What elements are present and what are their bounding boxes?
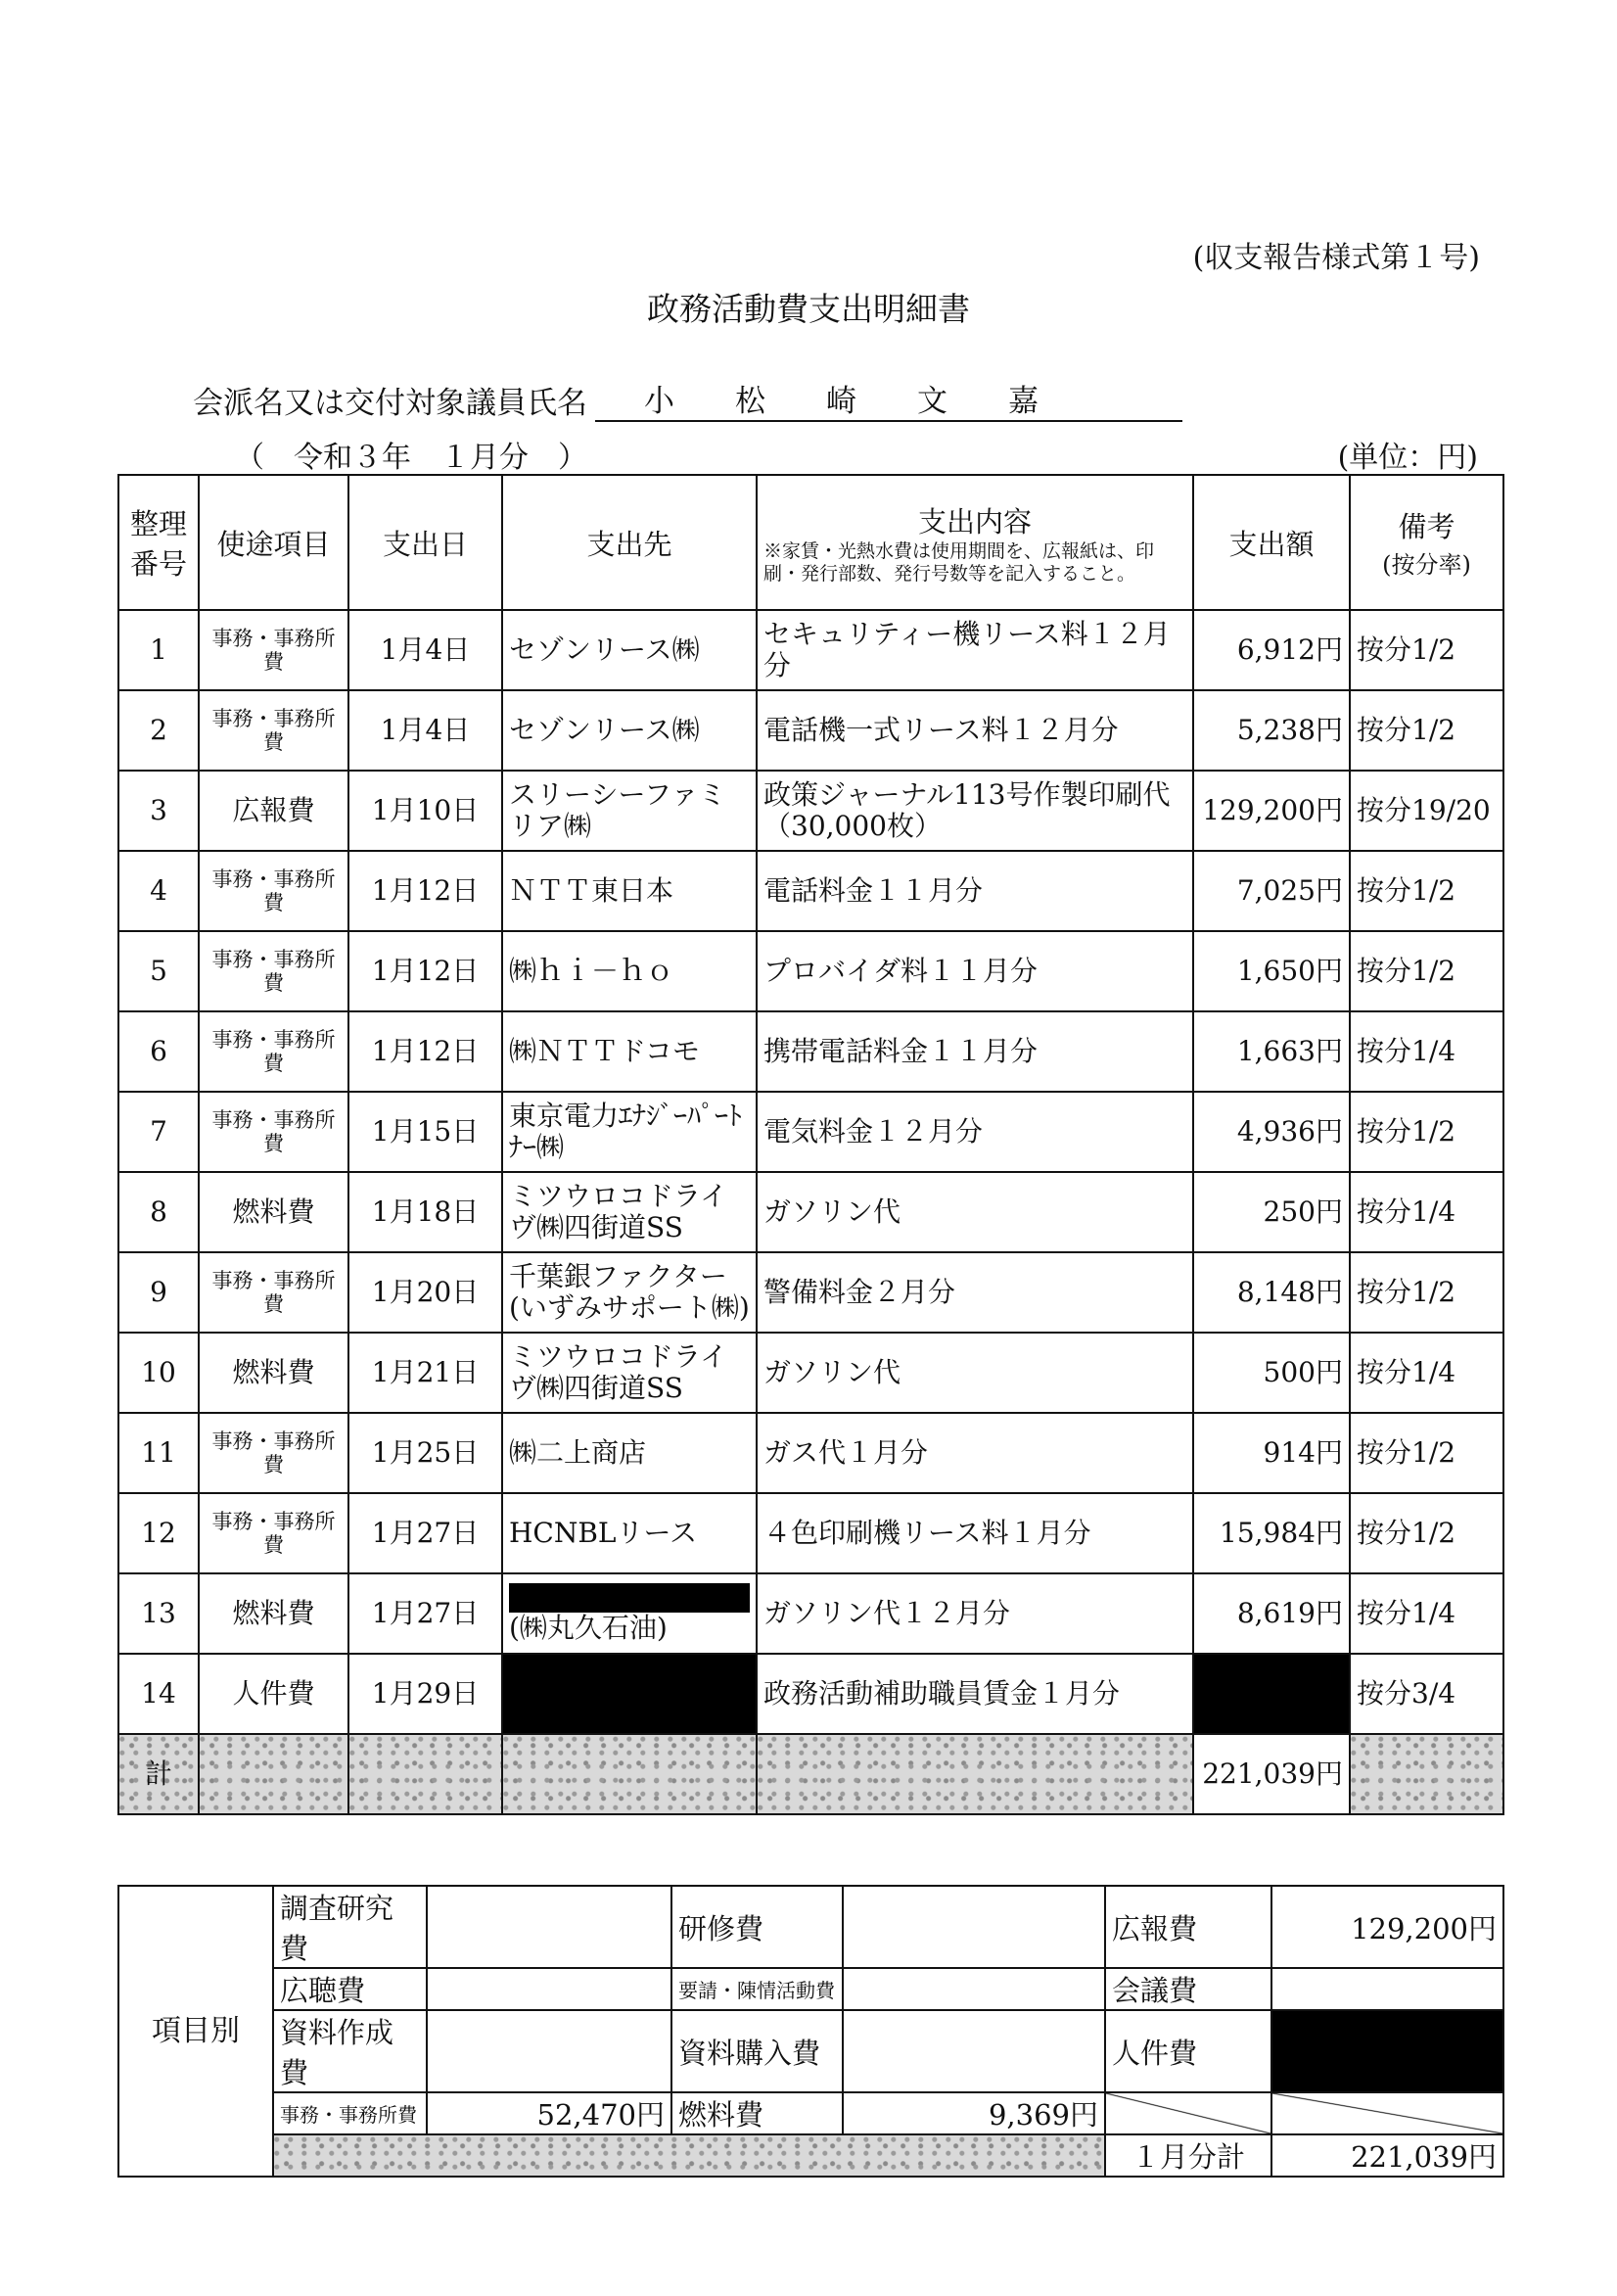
row-no: 11 — [118, 1413, 199, 1493]
row-content: 警備料金２月分 — [757, 1252, 1193, 1333]
row-category: 燃料費 — [199, 1573, 348, 1654]
table-row — [118, 1493, 1503, 1573]
row-content: ４色印刷機リース料１月分 — [757, 1493, 1193, 1573]
unit-label: (単位：円) — [1337, 441, 1478, 475]
total-amount: 221,039円 — [1193, 1734, 1350, 1814]
col-amount: 支出額 — [1193, 475, 1350, 610]
row-payee — [502, 1573, 757, 1654]
row-remarks: 按分1/2 — [1350, 610, 1503, 690]
row-category: 事務・事務所費 — [199, 1011, 348, 1092]
row-content: 携帯電話料金１１月分 — [757, 1011, 1193, 1092]
row-payee: スリーシーファミリア㈱ — [502, 771, 757, 851]
form-number: (収支報告様式第１号) — [1192, 241, 1480, 275]
col-content-note: ※家賃・光熱水費は使用期間を、広報紙は、印刷・発行部数、発行号数等を記入すること。 — [763, 539, 1155, 585]
row-content: セキュリティー機リース料１２月分 — [757, 610, 1193, 690]
row-amount: 5,238円 — [1193, 690, 1350, 771]
table-row — [118, 1011, 1503, 1092]
materials-prep-label: 資料作成費 — [273, 2010, 427, 2092]
table-row — [118, 1252, 1503, 1333]
month-total-label: １月分計 — [1105, 2134, 1271, 2177]
row-amount: 15,984円 — [1193, 1493, 1350, 1573]
materials-prep-value — [427, 2010, 671, 2092]
table-row — [118, 1654, 1503, 1734]
row-payee: セゾンリース㈱ — [502, 690, 757, 771]
row-category: 広報費 — [199, 771, 348, 851]
row-date: 1月12日 — [348, 1011, 502, 1092]
hearing-value — [427, 1968, 671, 2010]
row-amount: 129,200円 — [1193, 771, 1350, 851]
col-remarks-sub: (按分率) — [1382, 551, 1471, 579]
row-remarks: 按分1/2 — [1350, 690, 1503, 771]
col-category: 使途項目 — [199, 475, 348, 610]
office-label: 事務・事務所費 — [273, 2092, 427, 2134]
row-payee: HCNBLリース — [502, 1493, 757, 1573]
row-content: 政務活動補助職員賃金１月分 — [757, 1654, 1193, 1734]
diagonal-cell — [1105, 2092, 1271, 2134]
row-date: 1月20日 — [348, 1252, 502, 1333]
pr-amount: 129,200円 — [1271, 1886, 1503, 1968]
faction-label: 会派名又は交付対象議員氏名 — [193, 386, 587, 421]
row-remarks: 按分1/4 — [1350, 1172, 1503, 1252]
row-amount: 4,936円 — [1193, 1092, 1350, 1172]
row-amount: 500円 — [1193, 1333, 1350, 1413]
row-payee: ＮＴＴ東日本 — [502, 851, 757, 931]
period: （ 令和３年 １月分 ） — [235, 441, 587, 475]
table-header-row — [118, 475, 1503, 610]
row-amount: 914円 — [1193, 1413, 1350, 1493]
row-date: 1月18日 — [348, 1172, 502, 1252]
row-no: 14 — [118, 1654, 199, 1734]
row-content: 電気料金１２月分 — [757, 1092, 1193, 1172]
row-content: プロバイダ料１１月分 — [757, 931, 1193, 1011]
row-payee-text: (㈱丸久石油) — [509, 1611, 668, 1644]
row-no: 10 — [118, 1333, 199, 1413]
petition-value — [843, 1968, 1105, 2010]
row-payee: 東京電力ｴﾅｼﾞｰﾊﾟｰﾄﾅｰ㈱ — [502, 1092, 757, 1172]
row-date: 1月15日 — [348, 1092, 502, 1172]
row-date: 1月4日 — [348, 610, 502, 690]
row-content: ガソリン代 — [757, 1172, 1193, 1252]
redaction-block — [509, 1583, 750, 1613]
materials-purchase-label: 資料購入費 — [671, 2010, 843, 2092]
row-amount: 8,619円 — [1193, 1573, 1350, 1654]
row-date: 1月25日 — [348, 1413, 502, 1493]
row-category: 事務・事務所費 — [199, 1493, 348, 1573]
row-no: 5 — [118, 931, 199, 1011]
row-date: 1月10日 — [348, 771, 502, 851]
row-remarks: 按分19/20 — [1350, 771, 1503, 851]
row-amount: 1,663円 — [1193, 1011, 1350, 1092]
row-remarks: 按分1/4 — [1350, 1573, 1503, 1654]
training-label: 研修費 — [671, 1886, 843, 1968]
row-amount: 6,912円 — [1193, 610, 1350, 690]
row-amount: 1,650円 — [1193, 931, 1350, 1011]
row-no: 12 — [118, 1493, 199, 1573]
col-remarks-label: 備考 — [1398, 510, 1455, 543]
row-category: 事務・事務所費 — [199, 1252, 348, 1333]
row-payee: 千葉銀ファクター(いずみサポート㈱) — [502, 1252, 757, 1333]
row-remarks: 按分1/4 — [1350, 1011, 1503, 1092]
row-payee: ミツウロコドライヴ㈱四街道SS — [502, 1172, 757, 1252]
row-category: 燃料費 — [199, 1333, 348, 1413]
fuel-label: 燃料費 — [671, 2092, 843, 2134]
survey-value — [427, 1886, 671, 1968]
total-row — [118, 1734, 1503, 1814]
office-amount: 52,470円 — [427, 2092, 671, 2134]
row-category: 事務・事務所費 — [199, 1413, 348, 1493]
row-remarks: 按分1/4 — [1350, 1333, 1503, 1413]
row-category: 燃料費 — [199, 1172, 348, 1252]
row-content: ガス代１月分 — [757, 1413, 1193, 1493]
col-no: 整理番号 — [118, 475, 199, 610]
row-date: 1月12日 — [348, 931, 502, 1011]
row-date: 1月27日 — [348, 1493, 502, 1573]
personnel-value-redacted — [1271, 2010, 1503, 2092]
table-row — [118, 1413, 1503, 1493]
gray-cell — [199, 1734, 348, 1814]
row-date: 1月4日 — [348, 690, 502, 771]
gray-cell — [1350, 1734, 1503, 1814]
row-content: ガソリン代 — [757, 1333, 1193, 1413]
row-category: 人件費 — [199, 1654, 348, 1734]
summary-section-label: 項目別 — [118, 1886, 273, 2177]
row-category: 事務・事務所費 — [199, 690, 348, 771]
row-payee: セゾンリース㈱ — [502, 610, 757, 690]
row-payee: ㈱ＮＴＴドコモ — [502, 1011, 757, 1092]
table-row — [118, 1172, 1503, 1252]
col-content-label: 支出内容 — [917, 504, 1032, 539]
row-remarks: 按分1/2 — [1350, 1252, 1503, 1333]
row-amount: 7,025円 — [1193, 851, 1350, 931]
gray-cell — [348, 1734, 502, 1814]
gray-cell — [273, 2134, 1105, 2177]
hearing-label: 広聴費 — [273, 1968, 427, 2010]
fuel-amount: 9,369円 — [843, 2092, 1105, 2134]
gray-cell — [502, 1734, 757, 1814]
row-payee: ㈱二上商店 — [502, 1413, 757, 1493]
row-no: 9 — [118, 1252, 199, 1333]
col-content — [757, 475, 1193, 610]
diagonal-cell — [1271, 2092, 1503, 2134]
row-no: 1 — [118, 610, 199, 690]
row-content: 電話料金１１月分 — [757, 851, 1193, 931]
table-row — [118, 1333, 1503, 1413]
row-payee-redacted — [502, 1654, 757, 1734]
table-row — [118, 1573, 1503, 1654]
row-content: ガソリン代１２月分 — [757, 1573, 1193, 1654]
row-category: 事務・事務所費 — [199, 610, 348, 690]
table-row — [118, 690, 1503, 771]
table-row — [118, 771, 1503, 851]
materials-purchase-value — [843, 2010, 1105, 2092]
survey-label: 調査研究費 — [273, 1886, 427, 1968]
row-remarks: 按分1/2 — [1350, 1493, 1503, 1573]
col-date: 支出日 — [348, 475, 502, 610]
row-payee: ミツウロコドライヴ㈱四街道SS — [502, 1333, 757, 1413]
row-content: 電話機一式リース料１２月分 — [757, 690, 1193, 771]
row-amount: 250円 — [1193, 1172, 1350, 1252]
row-remarks: 按分1/2 — [1350, 1413, 1503, 1493]
row-no: 2 — [118, 690, 199, 771]
row-date: 1月27日 — [348, 1573, 502, 1654]
table-row — [118, 931, 1503, 1011]
document-title: 政務活動費支出明細書 — [647, 290, 970, 328]
row-content: 政策ジャーナル113号作製印刷代（30,000枚） — [757, 771, 1193, 851]
table-row — [118, 1092, 1503, 1172]
row-date: 1月12日 — [348, 851, 502, 931]
row-category: 事務・事務所費 — [199, 931, 348, 1011]
total-label: 計 — [118, 1734, 199, 1814]
expense-table — [117, 474, 1504, 1815]
row-no: 8 — [118, 1172, 199, 1252]
row-remarks: 按分3/4 — [1350, 1654, 1503, 1734]
faction-line — [193, 376, 1182, 422]
row-no: 4 — [118, 851, 199, 931]
row-remarks: 按分1/2 — [1350, 851, 1503, 931]
member-name: 小松崎文嘉 — [595, 376, 1182, 422]
gray-cell — [757, 1734, 1193, 1814]
table-row — [118, 610, 1503, 690]
row-no: 3 — [118, 771, 199, 851]
training-value — [843, 1886, 1105, 1968]
petition-label: 要請・陳情活動費 — [671, 1968, 843, 2010]
row-no: 13 — [118, 1573, 199, 1654]
row-no: 6 — [118, 1011, 199, 1092]
row-date: 1月21日 — [348, 1333, 502, 1413]
meeting-value — [1271, 1968, 1503, 2010]
category-summary-table — [117, 1885, 1504, 2178]
row-no: 7 — [118, 1092, 199, 1172]
month-total-amount: 221,039円 — [1271, 2134, 1503, 2177]
row-payee: ㈱ｈｉ－ｈｏ — [502, 931, 757, 1011]
row-category: 事務・事務所費 — [199, 1092, 348, 1172]
col-remarks — [1350, 475, 1503, 610]
row-amount-redacted — [1193, 1654, 1350, 1734]
row-category: 事務・事務所費 — [199, 851, 348, 931]
row-amount: 8,148円 — [1193, 1252, 1350, 1333]
meeting-label: 会議費 — [1105, 1968, 1271, 2010]
personnel-label: 人件費 — [1105, 2010, 1271, 2092]
table-row — [118, 851, 1503, 931]
col-payee: 支出先 — [502, 475, 757, 610]
row-remarks: 按分1/2 — [1350, 931, 1503, 1011]
row-remarks: 按分1/2 — [1350, 1092, 1503, 1172]
pr-label: 広報費 — [1105, 1886, 1271, 1968]
row-date: 1月29日 — [348, 1654, 502, 1734]
